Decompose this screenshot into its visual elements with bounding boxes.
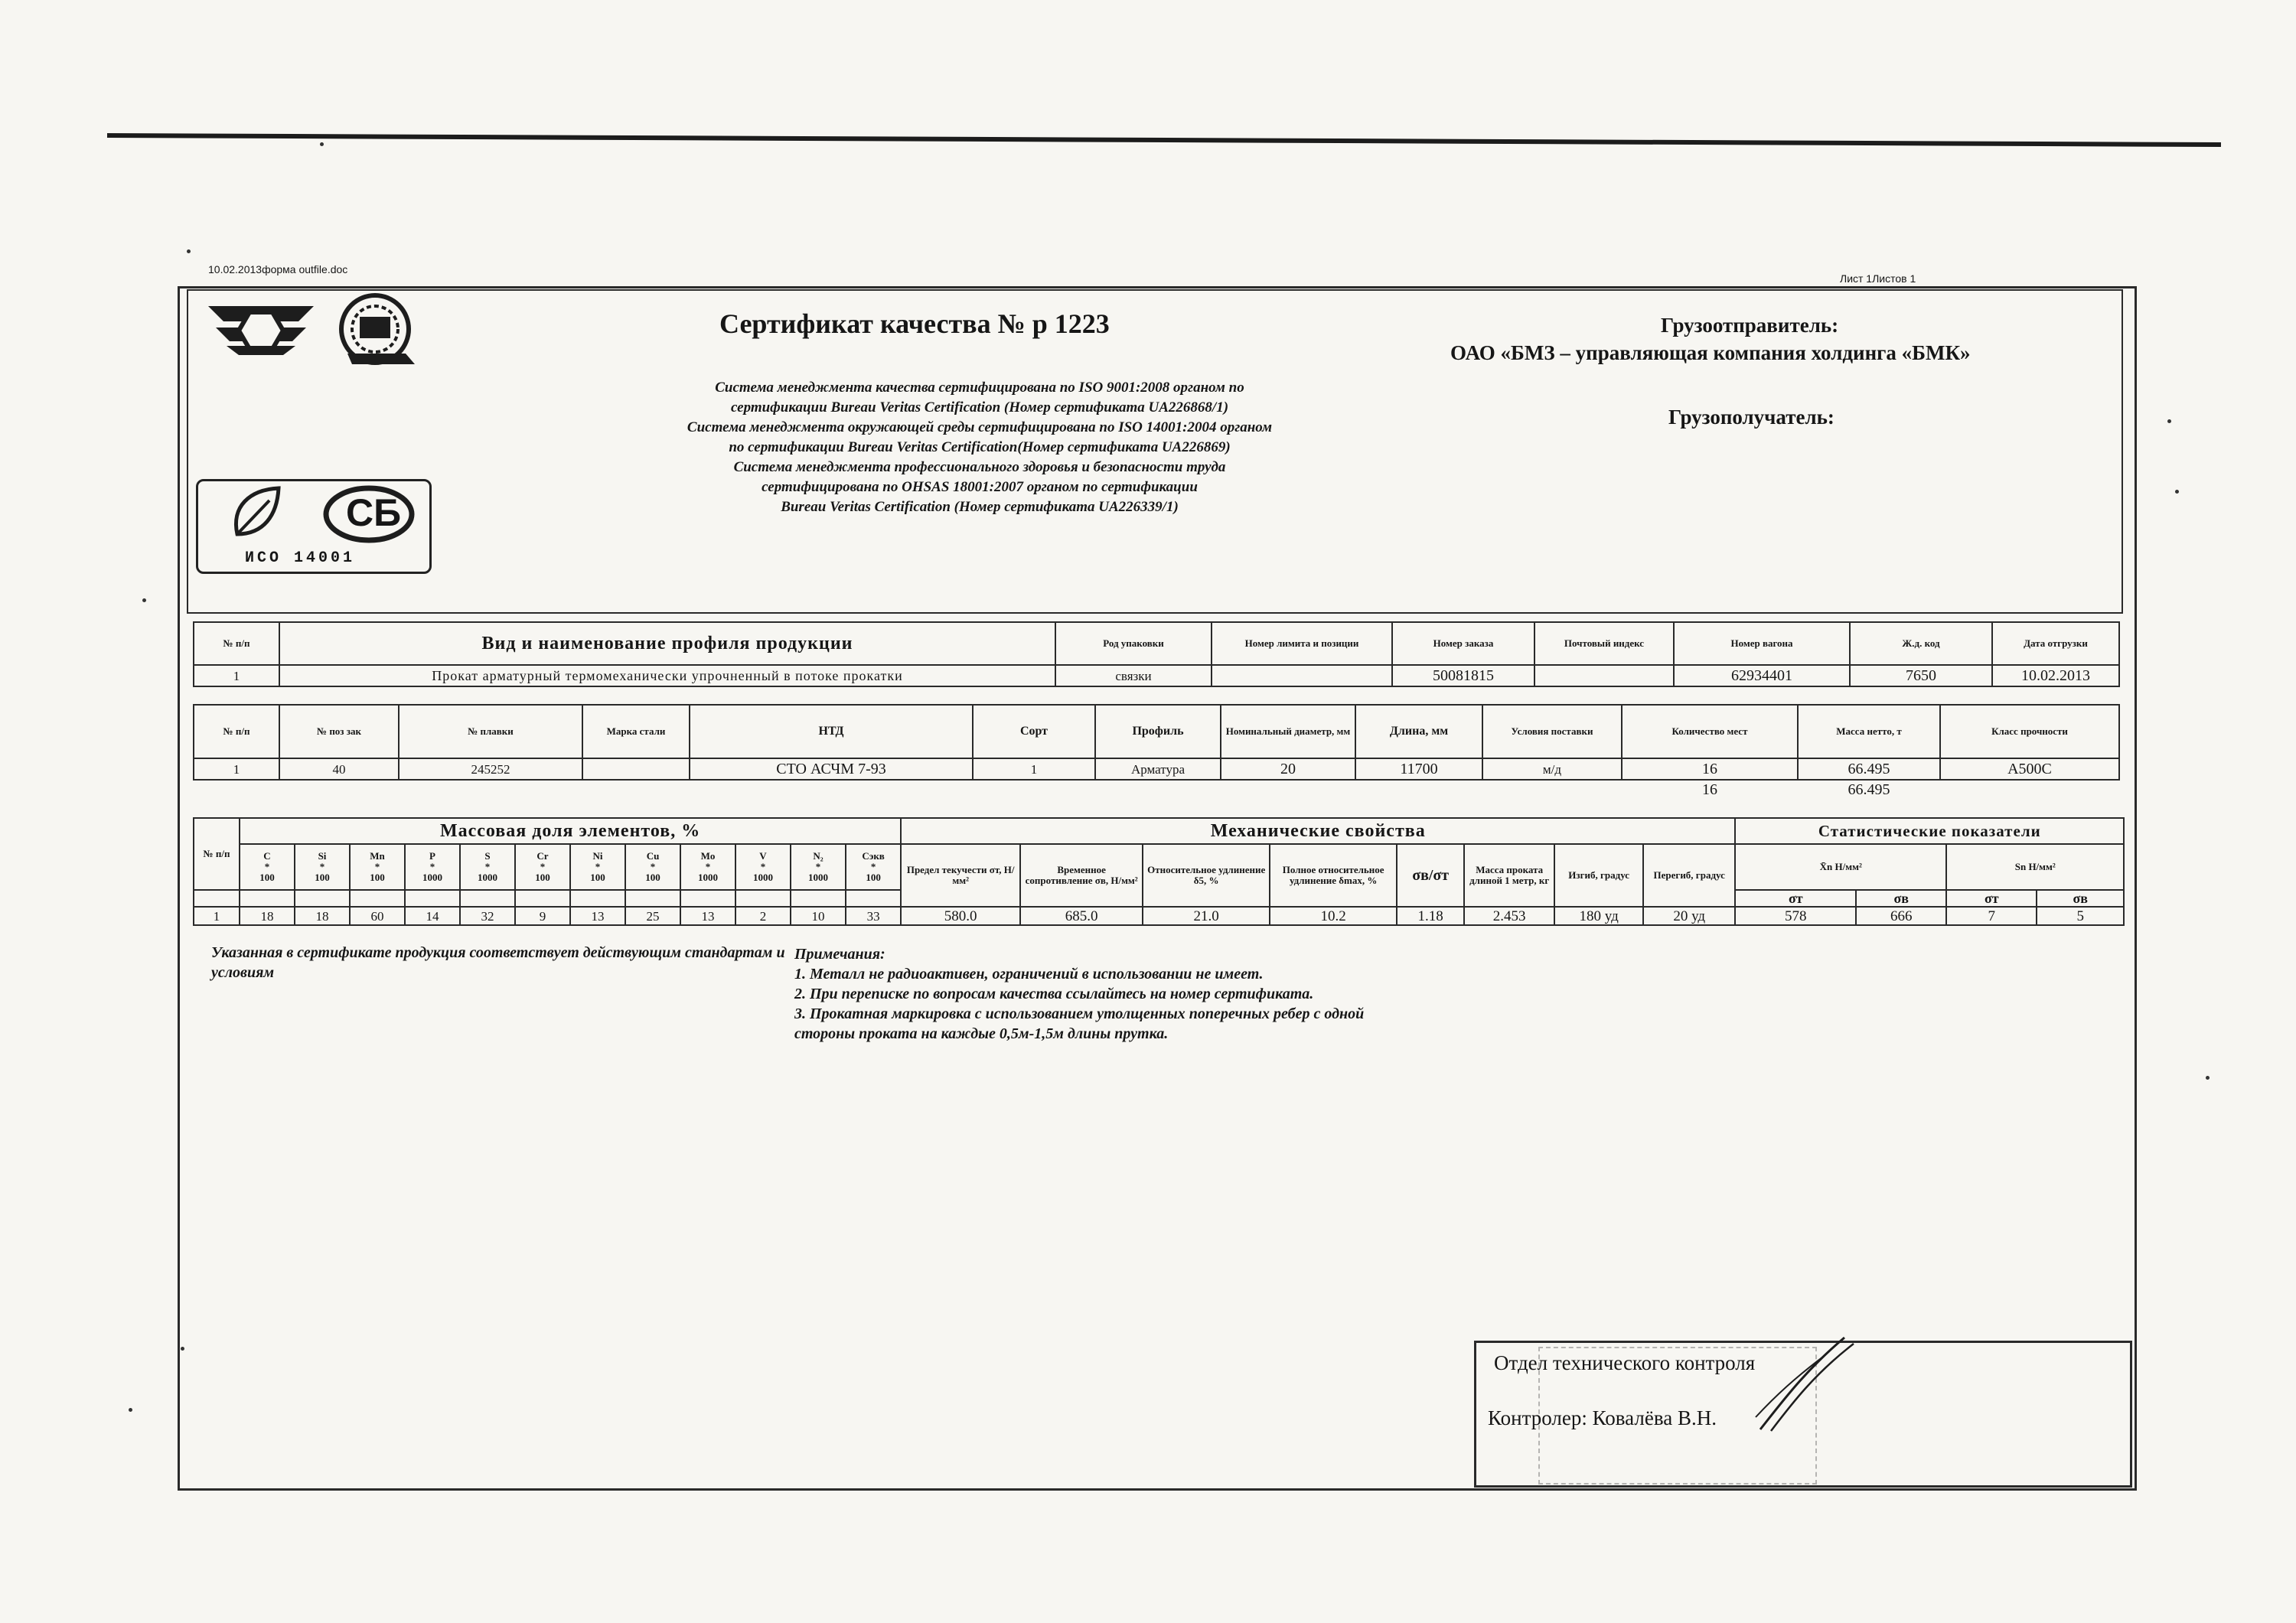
bmz-logo-icon [204, 300, 318, 360]
scan-top-rule [107, 133, 2221, 147]
col-profile: Профиль [1095, 705, 1221, 758]
col-class: Класс прочности [1940, 705, 2119, 758]
qms-line: Система менеджмента окружающей среды сертифицирована по ISO 14001:2004 органом [687, 419, 1273, 435]
col-num: № п/п [194, 622, 279, 665]
col-yield: Предел текучести σт, Н/мм² [901, 844, 1020, 907]
cell-rail-code: 7650 [1850, 665, 1992, 686]
col-num: № п/п [194, 705, 279, 758]
cb-mark-text: СБ [346, 491, 402, 534]
controller-name: Контролер: Ковалёва В.Н. [1488, 1406, 1717, 1429]
cell-yield: 580.0 [901, 907, 1020, 925]
col-postal: Почтовый индекс [1534, 622, 1674, 665]
col-element: Si * 100 [295, 844, 350, 890]
cell-full-elongation: 10.2 [1270, 907, 1397, 925]
cell-sort: 1 [973, 758, 1095, 780]
table-row [194, 907, 2124, 925]
qms-line: сертифицирована по OHSAS 18001:2007 органом по сертификации [762, 479, 1198, 495]
col-elongation: Относительное удлинение δ5, % [1143, 844, 1270, 907]
col-stat-sub: σв [1856, 890, 1946, 907]
col-diameter: Номинальный диаметр, мм [1221, 705, 1355, 758]
qms-line: Система менеджмента профессионального здоровья и безопасности труда [733, 459, 1226, 475]
col-num: № п/п [194, 818, 240, 890]
sheet-info: Лист 1Листов 1 [1840, 272, 1916, 285]
cell-profile: Арматура [1095, 758, 1221, 780]
col-pos: № поз зак [279, 705, 399, 758]
cell-wagon: 62934401 [1674, 665, 1850, 686]
col-places: Количество мест [1622, 705, 1798, 758]
compliance-note: Указанная в сертификате продукция соответствует действующим стандартам и условиям [211, 944, 785, 981]
cell-packing: связки [1055, 665, 1212, 686]
col-ratio: σв/σт [1397, 844, 1464, 907]
cell-total-places: 16 [1702, 781, 1717, 798]
cell-element-value: 13 [570, 907, 625, 925]
shipper-name: ОАО «БМЗ – управляющая компания холдинга «БМК» [1450, 341, 1971, 364]
cell-mass: 66.495 [1798, 758, 1940, 780]
scan-speck [2167, 419, 2171, 423]
col-ship-date: Дата отгрузки [1992, 622, 2119, 665]
cell-ship-date: 10.02.2013 [1992, 665, 2119, 686]
cell-diameter: 20 [1221, 758, 1355, 780]
cell-length: 11700 [1355, 758, 1482, 780]
group-statistics: Статистические показатели [1735, 818, 2124, 844]
cell-stat: 666 [1856, 907, 1946, 925]
col-full-elongation: Полное относительное удлинение δmax, % [1270, 844, 1397, 907]
scan-speck [2175, 490, 2179, 494]
cell-num: 1 [194, 758, 279, 780]
cell-product-name: Прокат арматурный термомеханически упрочненный в потоке прокатки [279, 665, 1055, 686]
group-mechanical: Механические свойства [901, 818, 1735, 844]
quality-emblem-icon [332, 291, 422, 374]
col-delivery: Условия поставки [1482, 705, 1622, 758]
col-stat-sub: σт [1946, 890, 2037, 907]
table-row [194, 758, 2119, 780]
col-sn: Sn Н/мм² [1946, 844, 2124, 890]
cell-ntd: СТО АСЧМ 7-93 [690, 758, 973, 780]
scan-speck [181, 1347, 184, 1351]
total-row [194, 780, 2119, 800]
cell-places: 16 [1622, 758, 1798, 780]
qms-statement [559, 378, 1401, 517]
col-stat-sub: σт [1735, 890, 1856, 907]
col-element: Ni * 100 [570, 844, 625, 890]
cell-element-value: 18 [240, 907, 295, 925]
cell-tensile: 685.0 [1020, 907, 1143, 925]
col-wagon: Номер вагона [1674, 622, 1850, 665]
col-product-name: Вид и наименование профиля продукции [279, 622, 1055, 665]
leaf-icon [227, 484, 288, 546]
col-element: V * 1000 [735, 844, 791, 890]
cell-rebend: 20 уд [1643, 907, 1735, 925]
col-sort: Сорт [973, 705, 1095, 758]
cell-limit [1212, 665, 1392, 686]
cell-element-value: 25 [625, 907, 680, 925]
cell-stat: 5 [2037, 907, 2124, 925]
scan-speck [142, 598, 146, 602]
col-ntd: НТД [690, 705, 973, 758]
col-element: P * 1000 [405, 844, 460, 890]
group-chemical: Массовая доля элементов, % [240, 818, 901, 844]
cell-elongation: 21.0 [1143, 907, 1270, 925]
col-element: C * 100 [240, 844, 295, 890]
iso-14001-text: ИСО 14001 [245, 549, 356, 567]
file-header: 10.02.2013форма outfile.doc [208, 263, 348, 275]
cell-delivery: м/д [1482, 758, 1622, 780]
col-element: Cu * 100 [625, 844, 680, 890]
qms-line: Bureau Veritas Certification (Номер сертификата UA226339/1) [781, 499, 1179, 515]
shipper-label: Грузоотправитель: [1661, 314, 1839, 337]
cell-stat: 7 [1946, 907, 2037, 925]
col-xn: X̄n Н/мм² [1735, 844, 1946, 890]
cell-class: А500С [1940, 758, 2119, 780]
cell-postal [1534, 665, 1674, 686]
cell-element-value: 14 [405, 907, 460, 925]
scan-speck [129, 1408, 132, 1412]
col-length: Длина, мм [1355, 705, 1482, 758]
col-element: Cэкв * 100 [846, 844, 901, 890]
table-row [194, 665, 2119, 686]
col-heat: № плавки [399, 705, 582, 758]
qms-line: по сертификации Bureau Veritas Certification(Номер сертификата UA226869) [729, 439, 1231, 455]
col-element: S * 1000 [460, 844, 515, 890]
col-rail-code: Ж.д. код [1850, 622, 1992, 665]
col-rebend: Перегиб, градус [1643, 844, 1735, 907]
otk-title: Отдел технического контроля [1494, 1351, 1756, 1374]
qms-line: сертификации Bureau Veritas Certification (Номер сертификата UA226868/1) [730, 399, 1229, 416]
shipment-table [193, 704, 2120, 800]
consignee-label: Грузополучатель: [1668, 406, 1835, 429]
cell-ratio: 1.18 [1397, 907, 1464, 925]
cell-element-value: 9 [515, 907, 570, 925]
col-element: Mo * 1000 [680, 844, 735, 890]
cell-total-mass: 66.495 [1848, 781, 1890, 798]
cell-element-value: 10 [791, 907, 846, 925]
cell-num: 1 [194, 665, 279, 686]
col-packing: Род упаковки [1055, 622, 1212, 665]
note-item: 3. Прокатная маркировка с использованием утолщенных поперечных ребер с одной [794, 1005, 1365, 1022]
cell-element-value: 32 [460, 907, 515, 925]
qms-line: Система менеджмента качества сертифицирована по ISO 9001:2008 органом по [715, 380, 1244, 396]
scan-speck [187, 249, 191, 253]
cell-mass-1m: 2.453 [1464, 907, 1554, 925]
product-table [193, 621, 2120, 687]
cell-element-value: 33 [846, 907, 901, 925]
cell-pos: 40 [279, 758, 399, 780]
col-bend: Изгиб, градус [1554, 844, 1643, 907]
col-grade: Марка стали [582, 705, 690, 758]
col-element: N₂ * 1000 [791, 844, 846, 890]
note-item: 2. При переписке по вопросам качества ссылайтесь на номер сертификата. [794, 986, 1314, 1002]
note-item: стороны проката на каждые 0,5м-1,5м длины прутка. [794, 1025, 1169, 1042]
cell-heat: 245252 [399, 758, 582, 780]
col-tensile: Временное сопротивление σв, Н/мм² [1020, 844, 1143, 907]
cell-element-value: 13 [680, 907, 735, 925]
col-mass-1m: Масса проката длиной 1 метр, кг [1464, 844, 1554, 907]
cell-order: 50081815 [1392, 665, 1534, 686]
col-stat-sub: σв [2037, 890, 2124, 907]
cell-element-value: 2 [735, 907, 791, 925]
cell-stat: 578 [1735, 907, 1856, 925]
col-limit: Номер лимита и позиции [1212, 622, 1392, 665]
notes-title: Примечания: [794, 946, 885, 963]
certificate-title: Сертификат качества № р 1223 [719, 308, 1110, 339]
notes-block [794, 944, 1636, 1044]
cell-grade [582, 758, 690, 780]
cell-num: 1 [194, 907, 240, 925]
note-item: 1. Металл не радиоактивен, ограничений в использовании не имеет. [794, 966, 1264, 983]
cell-bend: 180 уд [1554, 907, 1643, 925]
cell-element-value: 18 [295, 907, 350, 925]
col-mass: Масса нетто, т [1798, 705, 1940, 758]
col-order: Номер заказа [1392, 622, 1534, 665]
scan-speck [320, 142, 324, 146]
col-element: Mn * 100 [350, 844, 405, 890]
properties-table [193, 817, 2125, 926]
signature-icon [1753, 1331, 1860, 1442]
col-element: Cr * 100 [515, 844, 570, 890]
scan-speck [2206, 1076, 2210, 1080]
cell-element-value: 60 [350, 907, 405, 925]
